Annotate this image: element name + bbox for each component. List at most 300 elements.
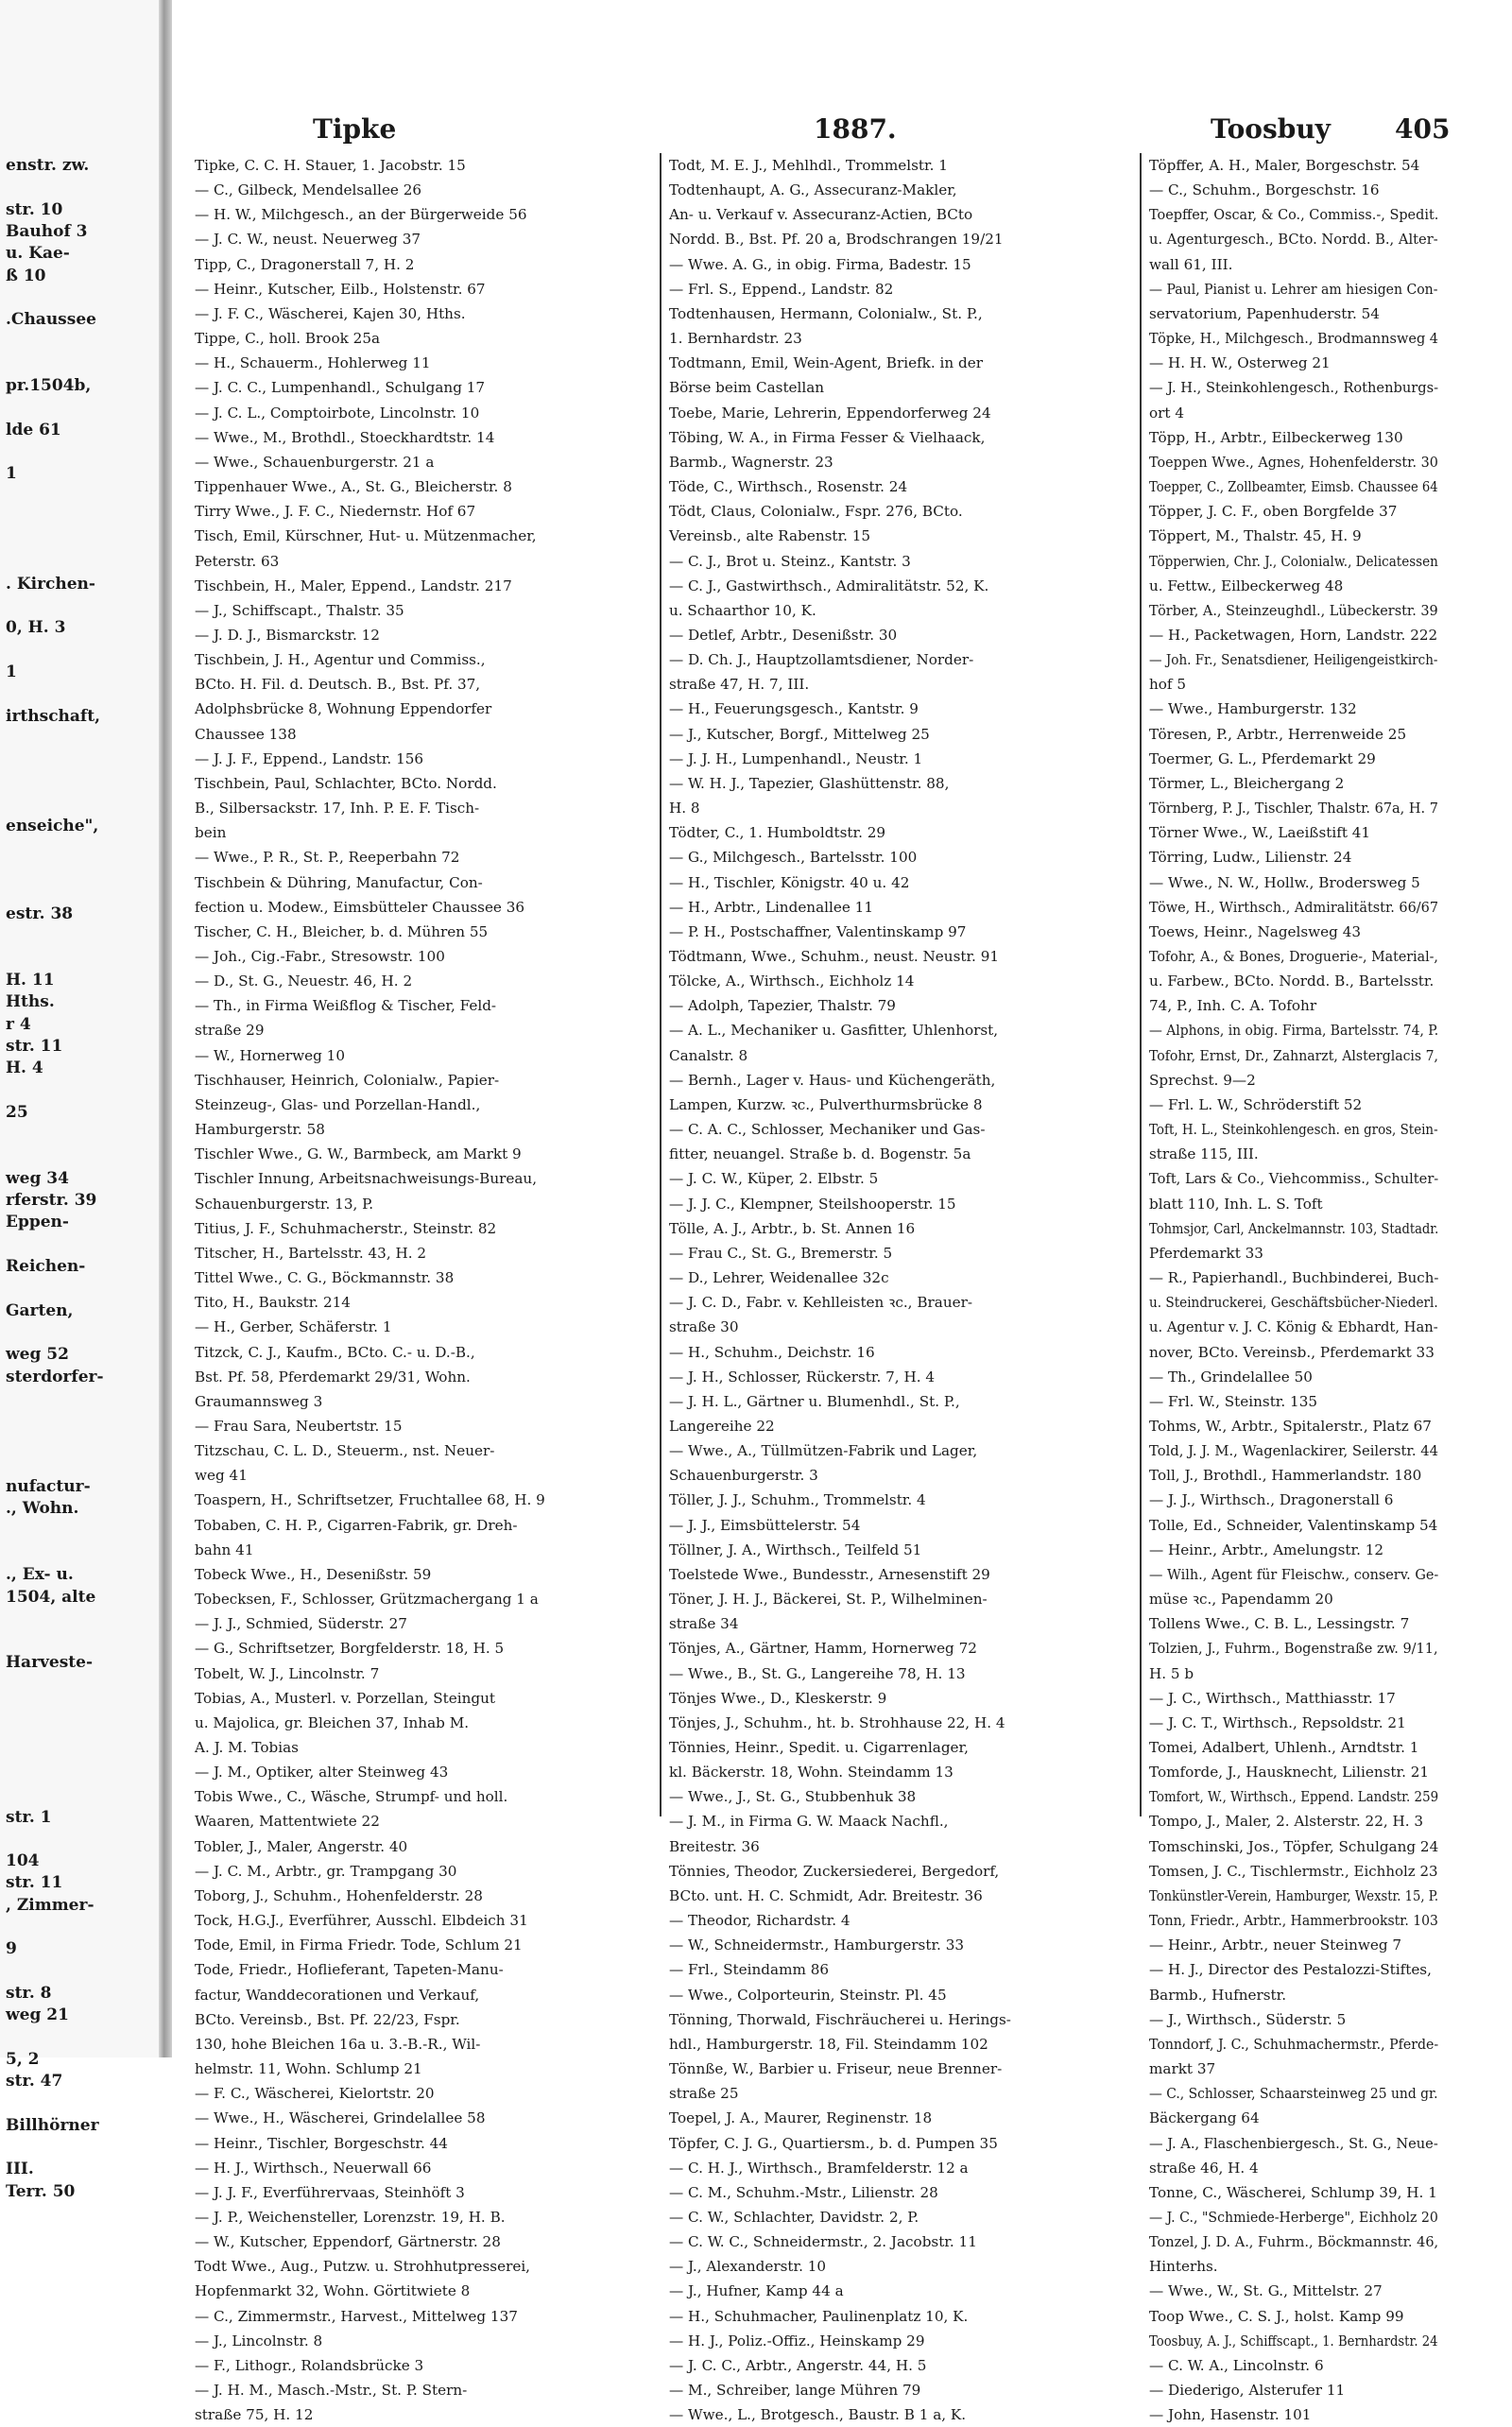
directory-entry: — C. J., Gastwirthsch., Admiralitätstr. 52, K.: [669, 577, 989, 594]
directory-entry: Tito, H., Baukstr. 214: [195, 1294, 351, 1312]
directory-entry: Toepper, C., Zollbeamter, Eimsb. Chaussee 64: [1149, 478, 1438, 496]
left-page-line: Garten,: [6, 1300, 74, 1320]
left-page-line: r 4: [6, 1014, 31, 1034]
directory-entry: Tobler, J., Maler, Angerstr. 40: [195, 1837, 408, 1855]
directory-entry: — J. F. C., Wäscherei, Kajen 30, Hths.: [195, 304, 466, 322]
directory-entry: Schauenburgerstr. 3: [669, 1467, 818, 1485]
directory-column-2: [669, 153, 1136, 2427]
directory-entry: Todtmann, Emil, Wein-Agent, Briefk. in der: [669, 354, 983, 372]
directory-entry: Tomsen, J. C., Tischlermstr., Eichholz 23: [1149, 1862, 1438, 1880]
directory-entry: — Wwe., J., St. G., Stubbenhuk 38: [669, 1788, 917, 1806]
left-page-line: Billhörner: [6, 2115, 99, 2135]
directory-entry: Tischler Wwe., G. W., Barmbeck, am Markt 9: [195, 1145, 522, 1163]
directory-entry: Tischbein, J. H., Agentur und Commiss.,: [195, 651, 486, 669]
directory-entry: — Frl. S., Eppend., Landstr. 82: [669, 280, 894, 298]
directory-entry: Tönnße, W., Barbier u. Friseur, neue Brenner-: [669, 2060, 1003, 2078]
directory-entry: straße 30: [669, 1318, 739, 1336]
directory-entry: straße 29: [195, 1022, 265, 1040]
directory-entry: Adolphsbrücke 8, Wohnung Eppendorfer: [195, 700, 492, 718]
running-head-year: 1887.: [814, 113, 897, 145]
directory-entry: — J., Kutscher, Borgf., Mittelweg 25: [669, 725, 930, 743]
left-page-line: . Kirchen-: [6, 574, 95, 594]
directory-entry: Titzschau, C. L. D., Steuerm., nst. Neuer-: [195, 1442, 495, 1460]
directory-entry: — H. J., Poliz.-Offiz., Heinskamp 29: [669, 2332, 925, 2350]
directory-entry: markt 37: [1149, 2060, 1216, 2078]
directory-entry: Tode, Friedr., Hoflieferant, Tapeten-Manu-: [195, 1961, 504, 1979]
directory-page: [176, 104, 1451, 2424]
directory-entry: — C. W. C., Schneidermstr., 2. Jacobstr. 11: [669, 2233, 977, 2251]
left-page-line: weg 34: [6, 1168, 69, 1188]
directory-entry: nover, BCto. Vereinsb., Pferdemarkt 33: [1149, 1343, 1435, 1361]
directory-entry: — C. H. J., Wirthsch., Bramfelderstr. 12 a: [669, 2159, 969, 2177]
directory-entry: An- u. Verkauf v. Assecuranz-Actien, BCto: [669, 206, 973, 224]
directory-entry: Toaspern, H., Schriftsetzer, Fruchtallee 68, H. 9: [195, 1491, 545, 1509]
directory-entry: — J. C., "Schmiede-Herberge", Eichholz 20: [1149, 2208, 1438, 2226]
directory-entry: — W., Schneidermstr., Hamburgerstr. 33: [669, 1936, 965, 1954]
directory-entry: — Heinr., Kutscher, Eilb., Holstenstr. 67: [195, 280, 486, 298]
directory-entry: — C. M., Schuhm.-Mstr., Lilienstr. 28: [669, 2183, 938, 2201]
directory-entry: Tofohr, A., & Bones, Droguerie-, Material-,: [1149, 948, 1438, 965]
directory-entry: Töbing, W. A., in Firma Fesser & Vielhaack,: [669, 428, 986, 446]
directory-entry: Töner, J. H. J., Bäckerei, St. P., Wilhelminen-: [669, 1591, 988, 1609]
directory-entry: Töpperwien, Chr. J., Colonialw., Delicatessen: [1149, 552, 1438, 570]
left-page-line: 25: [6, 1102, 28, 1122]
directory-entry: — J. C. W., neust. Neuerweg 37: [195, 231, 421, 249]
directory-entry: Breitestr. 36: [669, 1837, 760, 1855]
directory-entry: — Wwe., Hamburgerstr. 132: [1149, 700, 1357, 718]
directory-entry: — P. H., Postschaffner, Valentinskamp 97: [669, 922, 967, 940]
directory-entry: fitter, neuangel. Straße b. d. Bogenstr. 5a: [669, 1145, 971, 1163]
directory-entry: Tomei, Adalbert, Uhlenh., Arndtstr. 1: [1149, 1739, 1419, 1756]
directory-entry: Tischbein, H., Maler, Eppend., Landstr. 217: [195, 577, 512, 594]
left-page-line: enstr. zw.: [6, 156, 90, 175]
directory-entry: — Wwe., N. W., Hollw., Brodersweg 5: [1149, 873, 1420, 891]
directory-entry: — Wwe., M., Brothdl., Stoeckhardtstr. 14: [195, 428, 495, 446]
left-page-line: irthschaft,: [6, 706, 101, 726]
directory-entry: — Bernh., Lager v. Haus- und Küchengeräth,: [669, 1071, 996, 1089]
directory-entry: — Frau Sara, Neubertstr. 15: [195, 1417, 403, 1435]
directory-entry: Bst. Pf. 58, Pferdemarkt 29/31, Wohn.: [195, 1368, 471, 1386]
directory-entry: Tisch, Emil, Kürschner, Hut- u. Mützenmacher,: [195, 527, 537, 545]
directory-entry: — H., Schuhmacher, Paulinenplatz 10, K.: [669, 2307, 969, 2325]
directory-entry: Toermer, G. L., Pferdemarkt 29: [1149, 749, 1376, 767]
directory-entry: Töpke, H., Milchgesch., Brodmannsweg 4: [1149, 330, 1439, 348]
directory-entry: Tönnies, Heinr., Spedit. u. Cigarrenlager,: [669, 1739, 969, 1756]
directory-column-3: [1149, 153, 1438, 2427]
directory-entry: servatorium, Papenhuderstr. 54: [1149, 304, 1380, 322]
left-page-line: III.: [6, 2160, 34, 2179]
directory-entry: Vereinsb., alte Rabenstr. 15: [669, 527, 871, 545]
directory-entry: Tipke, C. C. H. Stauer, 1. Jacobstr. 15: [195, 157, 466, 174]
directory-entry: Toll, J., Brothdl., Hammerlandstr. 180: [1149, 1467, 1422, 1485]
directory-entry: Töppert, M., Thalstr. 45, H. 9: [1149, 527, 1362, 545]
directory-entry: Tobias, A., Musterl. v. Porzellan, Steingut: [195, 1689, 495, 1707]
directory-entry: — J. H., Steinkohlengesch., Rothenburgs-: [1149, 379, 1439, 397]
directory-entry: — Wwe., P. R., St. P., Reeperbahn 72: [195, 849, 460, 867]
directory-entry: — G., Schriftsetzer, Borgfelderstr. 18, H. 5: [195, 1640, 505, 1658]
directory-entry: kl. Bäckerstr. 18, Wohn. Steindamm 13: [669, 1764, 954, 1782]
directory-entry: helmstr. 11, Wohn. Schlump 21: [195, 2060, 422, 2078]
directory-entry: Tönjes Wwe., D., Kleskerstr. 9: [669, 1689, 887, 1707]
directory-entry: straße 47, H. 7, III.: [669, 676, 810, 694]
directory-entry: u. Agentur v. J. C. König & Ebhardt, Han-: [1149, 1318, 1438, 1336]
directory-entry: Tönnies, Theodor, Zuckersiederei, Bergedorf,: [669, 1862, 1000, 1880]
directory-entry: u. Fettw., Eilbeckerweg 48: [1149, 577, 1344, 594]
directory-entry: Barmb., Wagnerstr. 23: [669, 453, 833, 471]
directory-entry: Tomschinski, Jos., Töpfer, Schulgang 24: [1149, 1837, 1439, 1855]
directory-entry: — J. C. W., Küper, 2. Elbstr. 5: [669, 1170, 879, 1188]
directory-entry: — Heinr., Arbtr., Amelungstr. 12: [1149, 1541, 1384, 1558]
directory-entry: Tönning, Thorwald, Fischräucherei u. Herings-: [669, 2010, 1011, 2028]
left-page-line: ., Wohn.: [6, 1499, 79, 1519]
directory-entry: wall 61, III.: [1149, 255, 1233, 273]
directory-entry: Törber, A., Steinzeughdl., Lübeckerstr. 39: [1149, 601, 1438, 619]
directory-entry: — John, Hasenstr. 101: [1149, 2406, 1312, 2424]
directory-entry: — C. W., Schlachter, Davidstr. 2, P.: [669, 2208, 919, 2226]
directory-entry: — J. C. D., Fabr. v. Kehlleisten ꝛc., Brauer-: [669, 1294, 972, 1312]
left-page-line: 9: [6, 1939, 17, 1959]
running-head-right: Toosbuy: [1211, 113, 1331, 145]
directory-entry: — J. C. C., Arbtr., Angerstr. 44, H. 5: [669, 2356, 927, 2374]
directory-entry: Tobelt, W. J., Lincolnstr. 7: [195, 1664, 380, 1682]
directory-entry: Tödtmann, Wwe., Schuhm., neust. Neustr. 91: [669, 948, 1000, 965]
directory-entry: fection u. Modew., Eimsbütteler Chaussee 36: [195, 898, 525, 916]
directory-entry: Graumannsweg 3: [195, 1392, 323, 1410]
directory-entry: factur, Wanddecorationen und Verkauf,: [195, 1986, 480, 2004]
directory-entry: — J. J., Eimsbüttelerstr. 54: [669, 1516, 861, 1534]
directory-entry: — J. D. J., Bismarckstr. 12: [195, 626, 380, 644]
left-page-line: ., Ex- u.: [6, 1565, 74, 1585]
directory-entry: Hamburgerstr. 58: [195, 1121, 325, 1139]
directory-entry: — C., Zimmermstr., Harvest., Mittelweg 137: [195, 2307, 518, 2325]
directory-entry: — H. J., Director des Pestalozzi-Stiftes,: [1149, 1961, 1432, 1979]
left-page-line: 1: [6, 662, 17, 681]
directory-entry: — J. J. C., Klempner, Steilshooperstr. 15: [669, 1195, 956, 1213]
directory-entry: — J. A., Flaschenbiergesch., St. G., Neue-: [1149, 2134, 1438, 2152]
directory-entry: B., Silbersackstr. 17, Inh. P. E. F. Tisch-: [195, 800, 480, 818]
directory-entry: — D. Ch. J., Hauptzollamtsdiener, Norder-: [669, 651, 974, 669]
directory-entry: — J., Schiffscapt., Thalstr. 35: [195, 601, 404, 619]
directory-entry: — Wwe., Colporteurin, Steinstr. Pl. 45: [669, 1986, 947, 2004]
directory-entry: — J. H. L., Gärtner u. Blumenhdl., St. P.,: [669, 1392, 960, 1410]
directory-entry: straße 115, III.: [1149, 1145, 1259, 1163]
directory-entry: — Wwe., A., Tüllmützen-Fabrik und Lager,: [669, 1442, 978, 1460]
left-page-line: pr.1504b,: [6, 376, 92, 395]
left-page-line: Bauhof 3: [6, 221, 88, 241]
directory-entry: — M., Schreiber, lange Mühren 79: [669, 2382, 921, 2400]
directory-entry: Peterstr. 63: [195, 552, 280, 570]
directory-entry: — H. W., Milchgesch., an der Bürgerweide 56: [195, 206, 527, 224]
directory-entry: Todt Wwe., Aug., Putzw. u. Strohhutpresserei,: [195, 2258, 531, 2276]
directory-entry: Tödter, C., 1. Humboldtstr. 29: [669, 824, 886, 842]
left-page-line: 5, 2: [6, 2049, 40, 2069]
directory-entry: Tippenhauer Wwe., A., St. G., Bleicherstr. 8: [195, 478, 512, 496]
directory-entry: — J. C. M., Arbtr., gr. Trampgang 30: [195, 1862, 457, 1880]
directory-entry: — Wwe., Schauenburgerstr. 21 a: [195, 453, 435, 471]
directory-entry: u. Farbew., BCto. Nordd. B., Bartelsstr.: [1149, 973, 1435, 990]
directory-entry: 1. Bernhardstr. 23: [669, 330, 802, 348]
left-page-line: lde 61: [6, 420, 61, 439]
directory-entry: — J. J. F., Eppend., Landstr. 156: [195, 749, 424, 767]
directory-entry: — C. J., Brot u. Steinz., Kantstr. 3: [669, 552, 911, 570]
directory-entry: straße 46, H. 4: [1149, 2159, 1259, 2177]
directory-entry: — W. H. J., Tapezier, Glashüttenstr. 88,: [669, 774, 950, 792]
directory-entry: Tönjes, J., Schuhm., ht. b. Strohhause 22, H. 4: [669, 1713, 1005, 1731]
left-page-line: ß 10: [6, 266, 46, 285]
directory-entry: Tobeck Wwe., H., Desenißstr. 59: [195, 1565, 432, 1583]
directory-entry: — H., Arbtr., Lindenallee 11: [669, 898, 873, 916]
directory-entry: — H., Schauerm., Hohlerweg 11: [195, 354, 431, 372]
left-page-line: str. 11: [6, 1037, 63, 1056]
directory-entry: Titius, J. F., Schuhmacherstr., Steinstr. 82: [195, 1219, 497, 1237]
directory-entry: Toelstede Wwe., Bundesstr., Arnesenstift 29: [669, 1565, 990, 1583]
directory-entry: — J., Alexanderstr. 10: [669, 2258, 827, 2276]
directory-entry: — Heinr., Tischler, Borgeschstr. 44: [195, 2134, 448, 2152]
directory-entry: — H., Schuhm., Deichstr. 16: [669, 1343, 875, 1361]
directory-entry: Barmb., Hufnerstr.: [1149, 1986, 1287, 2004]
directory-entry: — Diederigo, Alsterufer 11: [1149, 2382, 1346, 2400]
directory-entry: Tobis Wwe., C., Wäsche, Strumpf- und holl.: [195, 1788, 508, 1806]
directory-entry: u. Majolica, gr. Bleichen 37, Inhab M.: [195, 1713, 470, 1731]
directory-entry: — J., Hufner, Kamp 44 a: [669, 2282, 844, 2300]
directory-entry: u. Steindruckerei, Geschäftsbücher-Niederl.: [1149, 1294, 1438, 1312]
directory-entry: — C. W. A., Lincolnstr. 6: [1149, 2356, 1324, 2374]
directory-entry: — J. H., Schlosser, Rückerstr. 7, H. 4: [669, 1368, 936, 1386]
directory-entry: Toeppen Wwe., Agnes, Hohenfelderstr. 30: [1149, 453, 1438, 471]
left-page-fragment: [0, 0, 172, 2201]
left-page-line: estr. 38: [6, 904, 74, 924]
directory-entry: Tipp, C., Dragonerstall 7, H. 2: [195, 255, 415, 273]
directory-entry: Toebe, Marie, Lehrerin, Eppendorferweg 24: [669, 404, 991, 422]
directory-entry: — Joh. Fr., Senatsdiener, Heiligengeistkirch-: [1149, 651, 1438, 669]
directory-entry: — F. C., Wäscherei, Kielortstr. 20: [195, 2085, 435, 2103]
directory-entry: Törnberg, P. J., Tischler, Thalstr. 67a, H. 7: [1149, 800, 1438, 818]
directory-entry: Tischbein & Dühring, Manufactur, Con-: [195, 873, 483, 891]
left-page-line: nufactur-: [6, 1477, 91, 1496]
directory-entry: — Joh., Cig.-Fabr., Stresowstr. 100: [195, 948, 445, 965]
directory-entry: BCto. Vereinsb., Bst. Pf. 22/23, Fspr.: [195, 2010, 460, 2028]
directory-entry: — C., Schuhm., Borgeschstr. 16: [1149, 181, 1380, 199]
directory-entry: — Theodor, Richardstr. 4: [669, 1912, 850, 1930]
directory-entry: — Paul, Pianist u. Lehrer am hiesigen Con-: [1149, 280, 1438, 298]
directory-entry: bahn 41: [195, 1541, 254, 1558]
directory-entry: — H., Tischler, Königstr. 40 u. 42: [669, 873, 910, 891]
directory-entry: Törner Wwe., W., Laeißstift 41: [1149, 824, 1371, 842]
directory-entry: Tödt, Claus, Colonialw., Fspr. 276, BCto.: [669, 503, 963, 521]
left-page-line: str. 10: [6, 199, 63, 219]
left-page-line: , Zimmer-: [6, 1895, 94, 1915]
directory-entry: Töwe, H., Wirthsch., Admiralitätstr. 66/67: [1149, 898, 1439, 916]
book-gutter: [159, 0, 172, 2057]
left-page-line: Hths.: [6, 992, 55, 1012]
left-page-line: Reichen-: [6, 1257, 86, 1276]
directory-entry: Tölle, A. J., Arbtr., b. St. Annen 16: [669, 1219, 916, 1237]
directory-entry: straße 75, H. 12: [195, 2406, 314, 2424]
left-page-line: rferstr. 39: [6, 1191, 97, 1211]
left-page-line: 104: [6, 1851, 40, 1871]
directory-column-1: [195, 153, 654, 2427]
directory-entry: Tischhauser, Heinrich, Colonialw., Papier-: [195, 1071, 500, 1089]
directory-entry: hdl., Hamburgerstr. 18, Fil. Steindamm 102: [669, 2035, 988, 2053]
directory-entry: — J. C. C., Lumpenhandl., Schulgang 17: [195, 379, 486, 397]
directory-entry: Sprechst. 9—2: [1149, 1071, 1256, 1089]
directory-entry: Tomforde, J., Hausknecht, Lilienstr. 21: [1149, 1764, 1430, 1782]
directory-entry: Titscher, H., Bartelsstr. 43, H. 2: [195, 1244, 427, 1262]
directory-entry: — W., Kutscher, Eppendorf, Gärtnerstr. 28: [195, 2233, 501, 2251]
directory-entry: Törring, Ludw., Lilienstr. 24: [1149, 849, 1352, 867]
directory-entry: — A. L., Mechaniker u. Gasfitter, Uhlenhorst,: [669, 1022, 999, 1040]
directory-entry: 130, hohe Bleichen 16a u. 3.-B.-R., Wil-: [195, 2035, 481, 2053]
directory-entry: Toft, H. L., Steinkohlengesch. en gros, Stein-: [1149, 1121, 1438, 1139]
directory-entry: Törmer, L., Bleichergang 2: [1149, 774, 1345, 792]
directory-entry: weg 41: [195, 1467, 248, 1485]
directory-entry: — J. C. T., Wirthsch., Repsoldstr. 21: [1149, 1713, 1406, 1731]
left-page-line: 1504, alte: [6, 1587, 96, 1607]
directory-entry: Töpp, H., Arbtr., Eilbeckerweg 130: [1149, 428, 1403, 446]
directory-entry: — Detlef, Arbtr., Desenißstr. 30: [669, 626, 898, 644]
directory-entry: Toepffer, Oscar, & Co., Commiss.-, Spedit.: [1149, 206, 1439, 224]
left-page-line: str. 47: [6, 2072, 63, 2091]
directory-entry: Tomfort, W., Wirthsch., Eppend. Landstr. 259: [1149, 1788, 1439, 1806]
directory-entry: u. Schaarthor 10, K.: [669, 601, 816, 619]
directory-entry: Tollens Wwe., C. B. L., Lessingstr. 7: [1149, 1615, 1410, 1633]
directory-entry: — Frl. W., Steinstr. 135: [1149, 1392, 1318, 1410]
directory-entry: — C., Gilbeck, Mendelsallee 26: [195, 181, 422, 199]
directory-entry: Pferdemarkt 33: [1149, 1244, 1263, 1262]
directory-entry: — Heinr., Arbtr., neuer Steinweg 7: [1149, 1936, 1402, 1954]
directory-entry: Börse beim Castellan: [669, 379, 825, 397]
directory-entry: — Wwe. A. G., in obig. Firma, Badestr. 15: [669, 255, 971, 273]
directory-entry: — H. H. W., Osterweg 21: [1149, 354, 1331, 372]
directory-entry: — J. J., Wirthsch., Dragonerstall 6: [1149, 1491, 1394, 1509]
directory-entry: BCto. unt. H. C. Schmidt, Adr. Breitestr. 36: [669, 1886, 983, 1904]
directory-entry: — J. H. M., Masch.-Mstr., St. P. Stern-: [195, 2382, 468, 2400]
directory-entry: — R., Papierhandl., Buchbinderei, Buch-: [1149, 1269, 1439, 1287]
directory-entry: Tock, H.G.J., Everführer, Ausschl. Elbdeich 31: [195, 1912, 528, 1930]
directory-entry: Toepel, J. A., Maurer, Reginenstr. 18: [669, 2109, 933, 2127]
left-page-line: u. Kae-: [6, 244, 70, 264]
directory-entry: — Th., Grindelallee 50: [1149, 1368, 1313, 1386]
directory-entry: Tohms, W., Arbtr., Spitalerstr., Platz 67: [1149, 1417, 1432, 1435]
directory-entry: — G., Milchgesch., Bartelsstr. 100: [669, 849, 918, 867]
directory-entry: Tonzel, J. D. A., Fuhrm., Böckmannstr. 46,: [1149, 2233, 1439, 2251]
directory-entry: Töpper, J. C. F., oben Borgfelde 37: [1149, 503, 1398, 521]
directory-entry: — J., Wirthsch., Süderstr. 5: [1149, 2010, 1347, 2028]
directory-entry: — F., Lithogr., Rolandsbrücke 3: [195, 2356, 424, 2374]
directory-entry: H. 5 b: [1149, 1664, 1194, 1682]
directory-entry: Lampen, Kurzw. ꝛc., Pulverthurmsbrücke 8: [669, 1095, 983, 1113]
directory-entry: Tonndorf, J. C., Schuhmachermstr., Pferde-: [1149, 2035, 1439, 2053]
directory-entry: Töde, C., Wirthsch., Rosenstr. 24: [669, 478, 908, 496]
directory-entry: Hinterhs.: [1149, 2258, 1218, 2276]
directory-entry: Canalstr. 8: [669, 1046, 748, 1064]
directory-entry: Toop Wwe., C. S. J., holst. Kamp 99: [1149, 2307, 1404, 2325]
directory-entry: — J. M., Optiker, alter Steinweg 43: [195, 1764, 449, 1782]
left-page-line: enseiche",: [6, 817, 99, 835]
left-page-line: weg 52: [6, 1345, 69, 1365]
directory-entry: Todtenhausen, Hermann, Colonialw., St. P.,: [669, 304, 983, 322]
directory-entry: — Th., in Firma Weißflog & Tischer, Feld-: [195, 997, 497, 1015]
directory-entry: Toborg, J., Schuhm., Hohenfelderstr. 28: [195, 1886, 483, 1904]
directory-entry: hof 5: [1149, 676, 1187, 694]
directory-entry: H. 8: [669, 800, 700, 818]
directory-entry: — Wwe., L., Brotgesch., Baustr. B 1 a, K.: [669, 2406, 967, 2424]
directory-entry: Toft, Lars & Co., Viehcommiss., Schulter-: [1149, 1170, 1439, 1188]
left-page-line: weg 21: [6, 2005, 69, 2025]
directory-entry: — H., Packetwagen, Horn, Landstr. 222: [1149, 626, 1438, 644]
directory-entry: Bäckergang 64: [1149, 2109, 1260, 2127]
directory-entry: — Wilh., Agent für Fleischw., conserv. Ge-: [1149, 1565, 1439, 1583]
directory-entry: — J. J. H., Lumpenhandl., Neustr. 1: [669, 749, 923, 767]
directory-entry: — J. J. F., Everführervaas, Steinhöft 3: [195, 2183, 465, 2201]
directory-entry: Tofohr, Ernst, Dr., Zahnarzt, Alsterglacis 7,: [1149, 1046, 1438, 1064]
directory-entry: Todt, M. E. J., Mehlhdl., Trommelstr. 1: [669, 157, 948, 174]
directory-entry: Hopfenmarkt 32, Wohn. Görtitwiete 8: [195, 2282, 471, 2300]
directory-entry: — D., St. G., Neuestr. 46, H. 2: [195, 973, 413, 990]
directory-entry: Tölcke, A., Wirthsch., Eichholz 14: [669, 973, 915, 990]
left-page-line: str. 1: [6, 1807, 52, 1827]
directory-entry: Tobaben, C. H. P., Cigarren-Fabrik, gr. Dreh-: [195, 1516, 518, 1534]
directory-entry: — Frl., Steindamm 86: [669, 1961, 830, 1979]
left-page-line: sterdorfer-: [6, 1367, 104, 1386]
directory-entry: Tirry Wwe., J. F. C., Niedernstr. Hof 67: [195, 503, 476, 521]
directory-entry: — H., Gerber, Schäferstr. 1: [195, 1318, 392, 1336]
directory-entry: — H., Feuerungsgesch., Kantstr. 9: [669, 700, 919, 718]
directory-entry: Tohmsjor, Carl, Anckelmannstr. 103, Stadtadr.: [1149, 1219, 1439, 1237]
directory-entry: Todtenhaupt, A. G., Assecuranz-Makler,: [669, 181, 957, 199]
directory-entry: 74, P., Inh. C. A. Tofohr: [1149, 997, 1317, 1015]
directory-entry: Tonkünstler-Verein, Hamburger, Wexstr. 15, P.: [1149, 1886, 1439, 1904]
directory-entry: — J. C. L., Comptoirbote, Lincolnstr. 10: [195, 404, 480, 422]
directory-entry: Chaussee 138: [195, 725, 297, 743]
directory-entry: A. J. M. Tobias: [195, 1739, 299, 1756]
directory-entry: u. Agenturgesch., BCto. Nordd. B., Alter-: [1149, 231, 1438, 249]
directory-entry: Tonn, Friedr., Arbtr., Hammerbrookstr. 103: [1149, 1912, 1438, 1930]
directory-entry: Tobecksen, F., Schlosser, Grützmachergang 1 a: [195, 1591, 539, 1609]
directory-entry: Waaren, Mattentwiete 22: [195, 1813, 380, 1831]
directory-entry: — J. C., Wirthsch., Matthiasstr. 17: [1149, 1689, 1396, 1707]
directory-entry: — J. M., in Firma G. W. Maack Nachfl.,: [669, 1813, 949, 1831]
directory-entry: — Frl. L. W., Schröderstift 52: [1149, 1095, 1363, 1113]
directory-entry: Tischbein, Paul, Schlachter, BCto. Nordd.: [195, 774, 497, 792]
directory-entry: Toews, Heinr., Nagelsweg 43: [1149, 922, 1362, 940]
left-page-line: .Chaussee: [6, 310, 96, 330]
directory-entry: Nordd. B., Bst. Pf. 20 a, Brodschrangen 19/21: [669, 231, 1004, 249]
directory-entry: Töllner, J. A., Wirthsch., Teilfeld 51: [669, 1541, 922, 1558]
directory-entry: Töpfer, C. J. G., Quartiersm., b. d. Pumpen 35: [669, 2134, 998, 2152]
directory-entry: Töller, J. J., Schuhm., Trommelstr. 4: [669, 1491, 926, 1509]
directory-entry: — J. J., Schmied, Süderstr. 27: [195, 1615, 407, 1633]
directory-entry: Steinzeug-, Glas- und Porzellan-Handl.,: [195, 1095, 481, 1113]
page-number: 405: [1395, 113, 1451, 145]
directory-entry: Tode, Emil, in Firma Friedr. Tode, Schlum 21: [195, 1936, 523, 1954]
directory-entry: Told, J. J. M., Wagenlackirer, Seilerstr. 44: [1149, 1442, 1438, 1460]
directory-entry: — Wwe., W., St. G., Mittelstr. 27: [1149, 2282, 1383, 2300]
directory-entry: Töpffer, A. H., Maler, Borgeschstr. 54: [1149, 157, 1420, 174]
left-page-line: Terr. 50: [6, 2181, 76, 2201]
left-page-line: H. 11: [6, 971, 55, 990]
directory-entry: Tippe, C., holl. Brook 25a: [195, 330, 381, 348]
left-page-line: Eppen-: [6, 1213, 69, 1232]
directory-entry: Titzck, C. J., Kaufm., BCto. C.- u. D.-B.,: [195, 1343, 475, 1361]
left-page-line: Harveste-: [6, 1653, 94, 1673]
directory-entry: — W., Hornerweg 10: [195, 1046, 345, 1064]
directory-entry: — Wwe., B., St. G., Langereihe 78, H. 13: [669, 1664, 966, 1682]
directory-entry: bein: [195, 824, 227, 842]
directory-entry: Tolzien, J., Fuhrm., Bogenstraße zw. 9/11,: [1149, 1640, 1438, 1658]
directory-entry: — C., Schlosser, Schaarsteinweg 25 und gr.: [1149, 2085, 1438, 2103]
directory-entry: Langereihe 22: [669, 1417, 775, 1435]
